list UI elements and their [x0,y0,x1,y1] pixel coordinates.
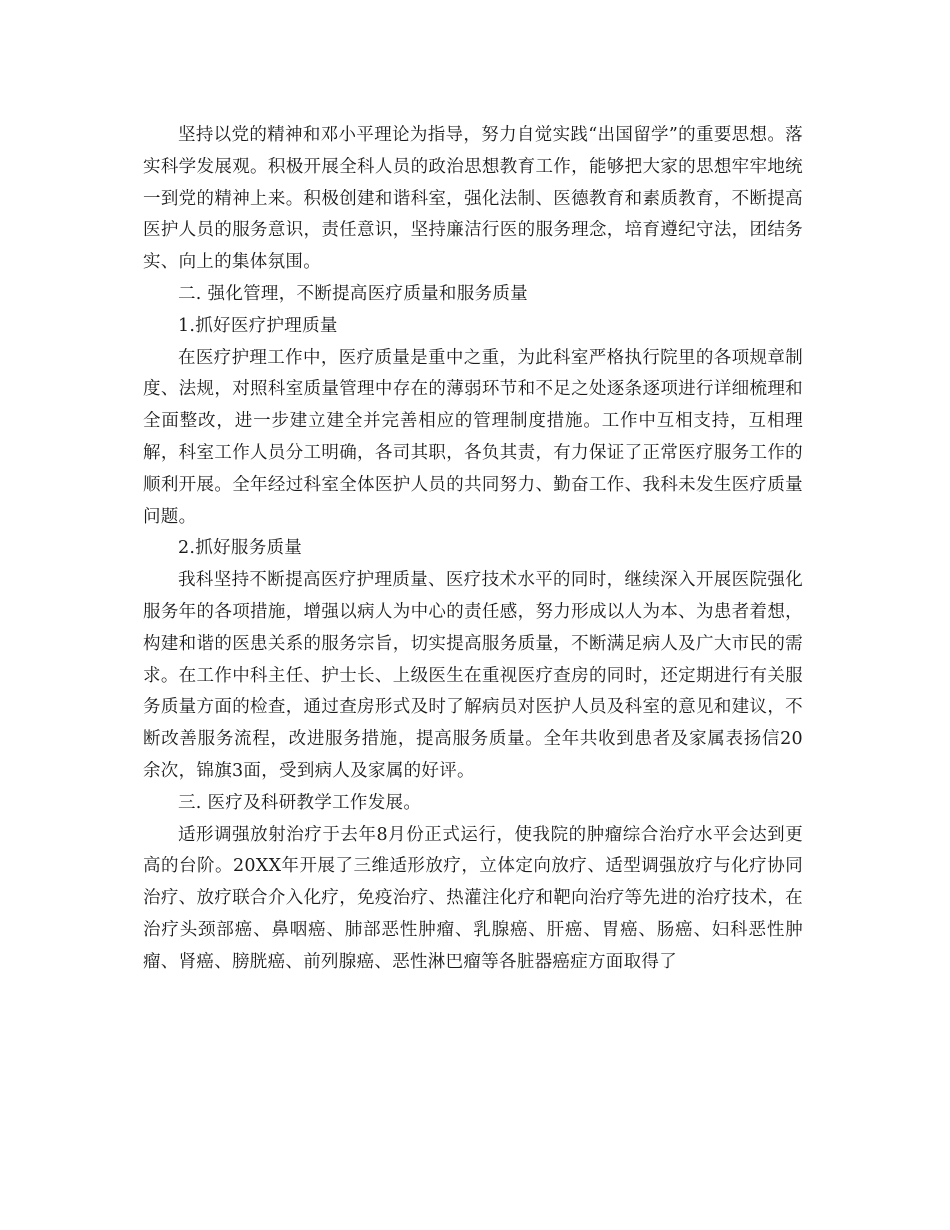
section-heading-research-teaching: 三. 医疗及科研教学工作发展。 [178,792,422,813]
paragraph-party-guidance: 坚持以党的精神和邓小平理论为指导，努力自觉实践“出国留学”的重要思想。落实科学发展观。积极开展全科人员的政治思想教育工作，能够把大家的思想牢牢地统一到党的精神上来。积极创建和谐科室，强化法制、医德教育和素质教育，不断提高医护人员的服务意识，责任意识，坚持廉洁行医的服务理念，培育遵纪守法，团结务实、向上的集体氛围。 [143,125,803,273]
subheading-service-quality: 2.抓好服务质量 [178,538,303,559]
paragraph-service-quality: 我科坚持不断提高医疗护理质量、医疗技术水平的同时，继续深入开展医院强化服务年的各项措施，增强以病人为中心的责任感，努力形成以人为本、为患者着想，构建和谐的医患关系的服务宗旨，切实提高服务质量，不断满足病人及广大市民的需求。在工作中科主任、护士长、上级医生在重视医疗查房的同时，还定期进行有关服务质量方面的检查，通过查房形式及时了解病员对医护人员及科室的意见和建议，不断改善服务流程，改进服务措施，提高服务质量。全年共收到患者及家属表扬信20余次，锦旗3面，受到病人及家属的好评。 [143,570,803,781]
section-heading-management: 二. 强化管理，不断提高医疗质量和服务质量 [178,283,528,304]
document-body [143,120,803,979]
paragraph-medical-care-quality: 在医疗护理工作中，医疗质量是重中之重，为此科室严格执行院里的各项规章制度、法规，对照科室质量管理中存在的薄弱环节和不足之处逐条逐项进行详细梳理和全面整改，进一步建立建全并完善相应的管理制度措施。工作中互相支持，互相理解，科室工作人员分工明确，各司其职，各负其责，有力保证了正常医疗服务工作的顺利开展。全年经过科室全体医护人员的共同努力、勤奋工作、我科未发生医疗质量问题。 [143,347,803,527]
paragraph-radiotherapy: 适形调强放射治疗于去年8月份正式运行，使我院的肿瘤综合治疗水平会达到更高的台阶。20XX年开展了三维适形放疗，立体定向放疗、适型调强放疗与化疗协同治疗、放疗联合介入化疗，免疫治疗、热灌注化疗和靶向治疗等先进的治疗技术，在治疗头颈部癌、鼻咽癌、肺部恶性肿瘤、乳腺癌、肝癌、胃癌、肠癌、妇科恶性肿瘤、肾癌、膀胱癌、前列腺癌、恶性淋巴瘤等各脏器癌症方面取得了 [143,824,803,972]
subheading-medical-care-quality: 1.抓好医疗护理质量 [178,315,338,336]
